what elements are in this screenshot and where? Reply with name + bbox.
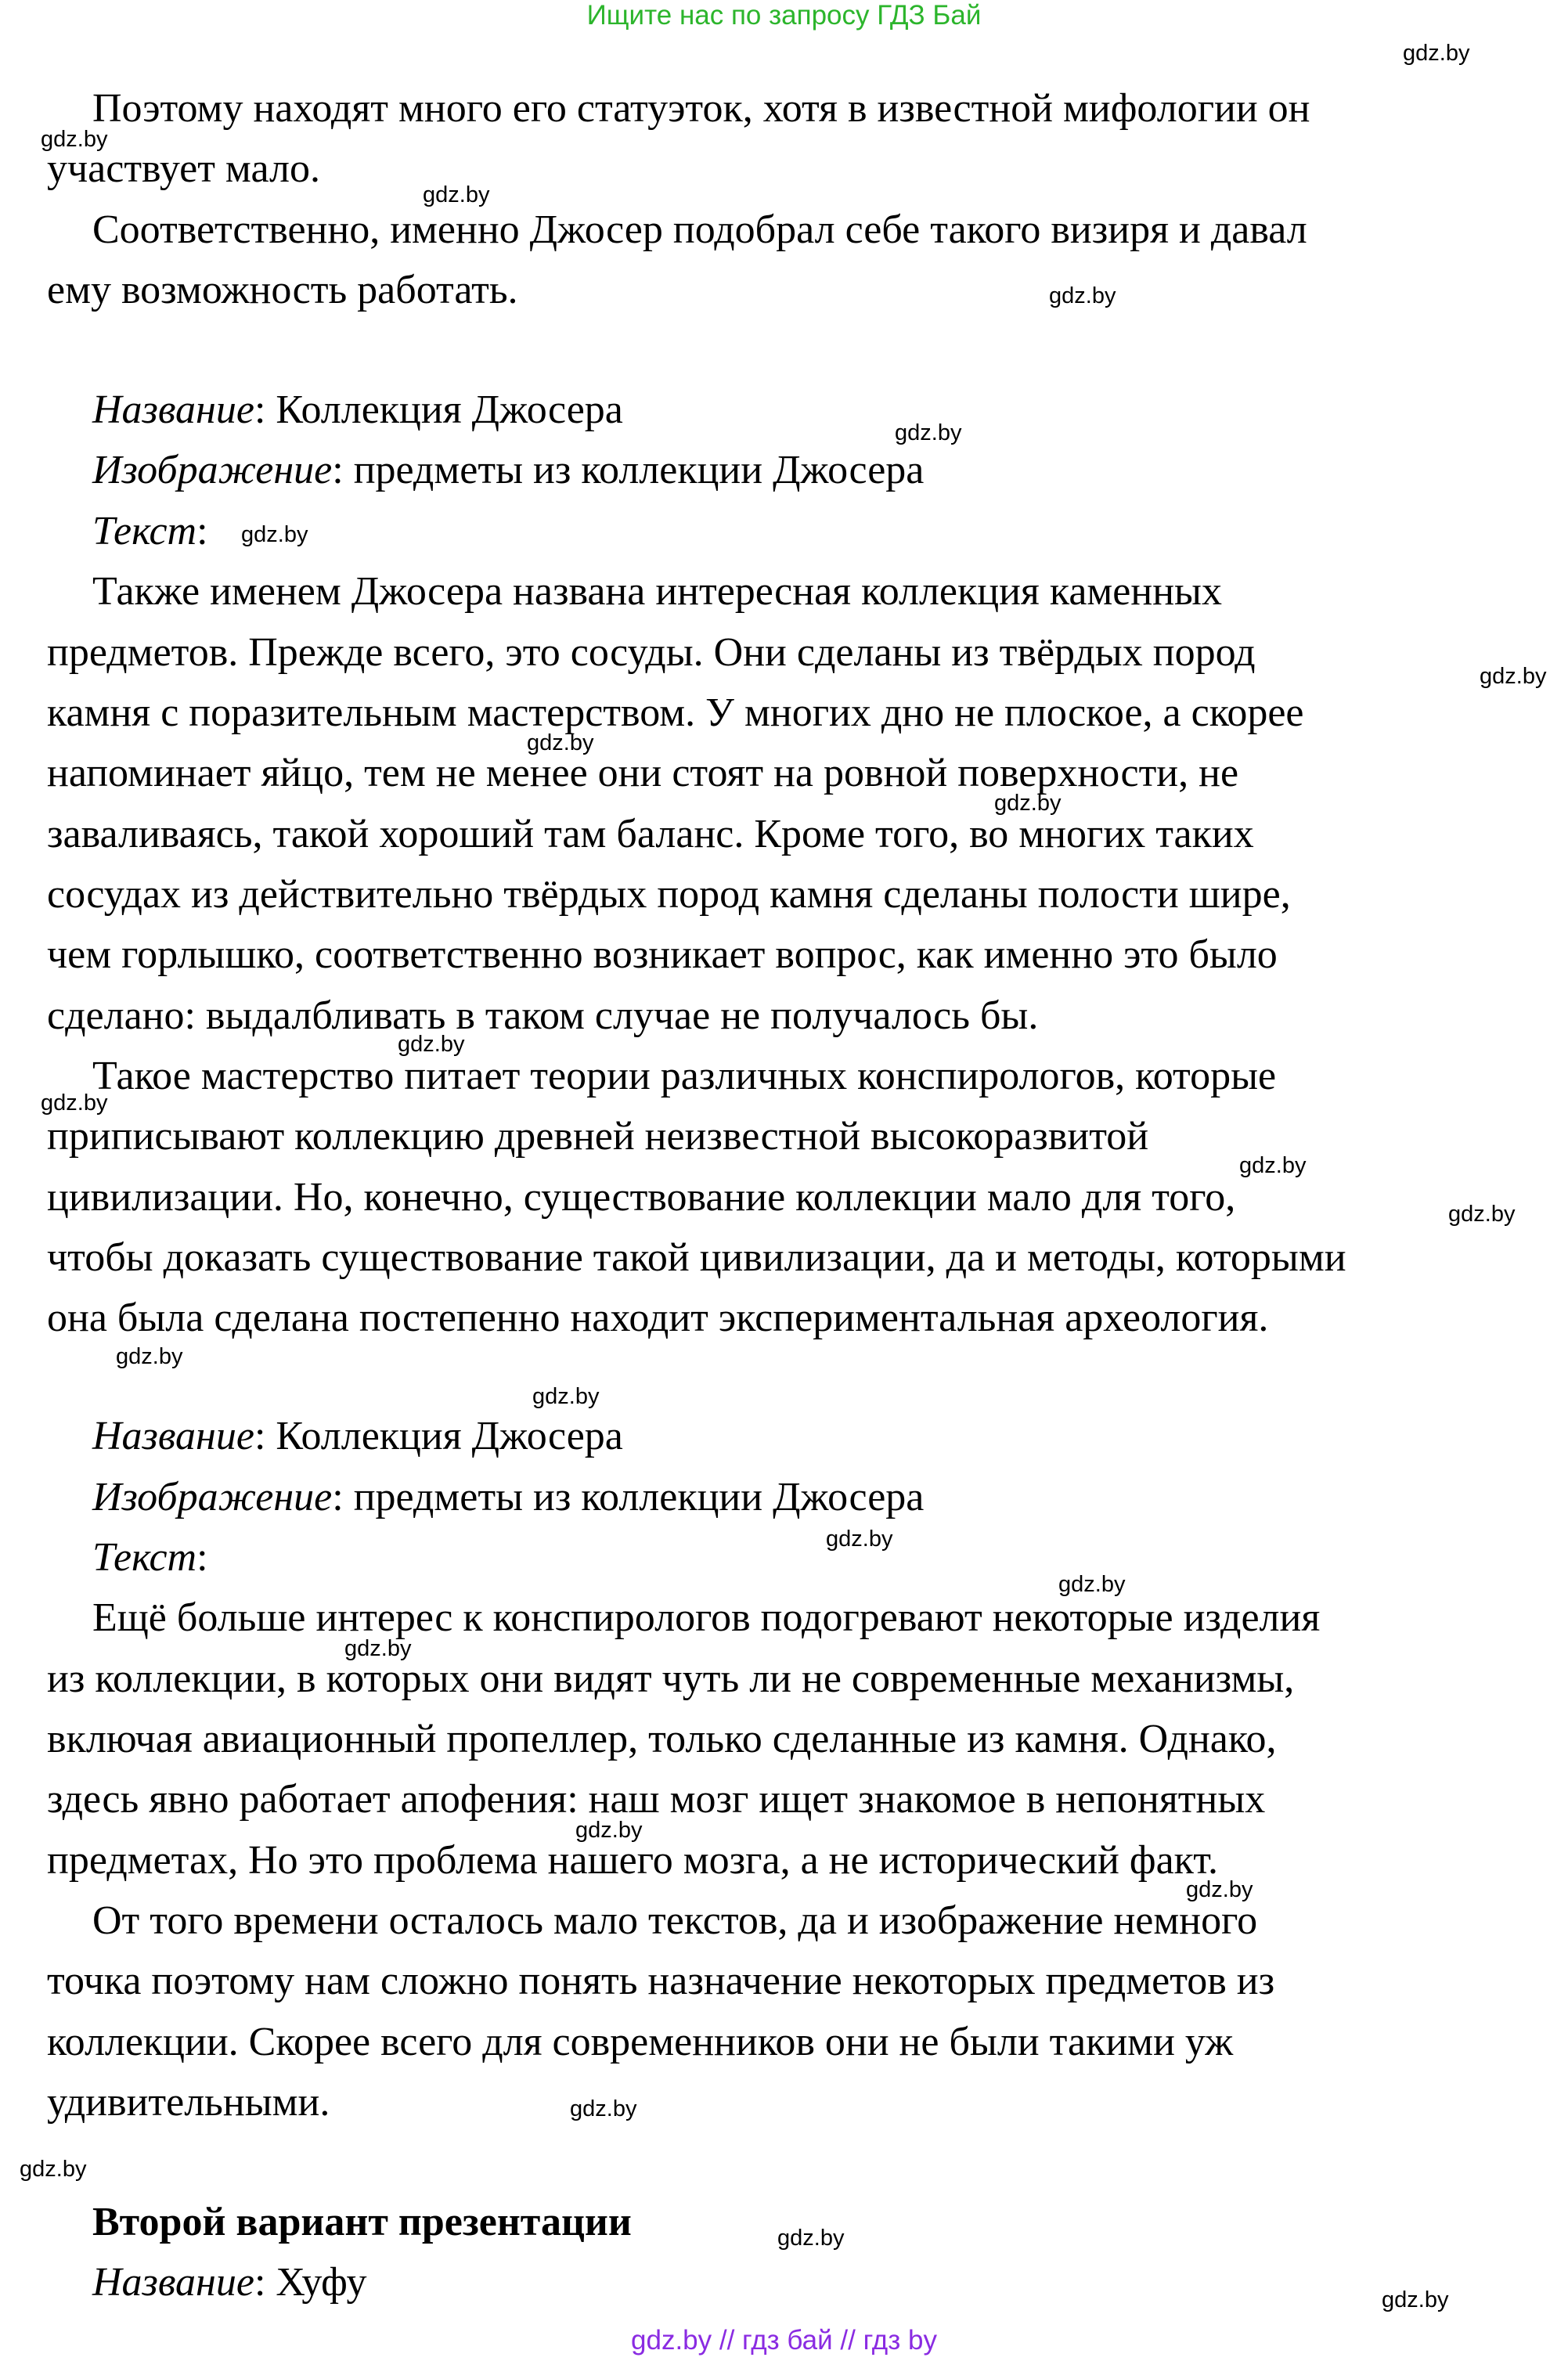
section-heading: Второй вариант презентации — [92, 2200, 632, 2244]
watermark: gdz.by — [1058, 1572, 1126, 1597]
watermark: gdz.by — [1480, 664, 1547, 689]
text-line: Соответственно, именно Джосер подобрал себе такого визиря и давал — [92, 207, 1307, 252]
watermark: gdz.by — [344, 1636, 412, 1661]
paragraph-line: Такое мастерство питает теории различных конспирологов, которые — [92, 1054, 1277, 1098]
name-value: : Коллекция Джосера — [254, 387, 623, 432]
slide1-text — [92, 501, 1568, 561]
watermark: gdz.by — [1448, 1202, 1516, 1227]
paragraph-line: включая авиационный пропеллер, только сделанные из камня. Однако, — [47, 1717, 1277, 1761]
image-label: Изображение — [92, 448, 333, 492]
slide1-name — [92, 380, 1568, 440]
name-value: : Коллекция Джосера — [254, 1414, 623, 1458]
paragraph-line: предметов. Прежде всего, это сосуды. Они сделаны из твёрдых пород — [47, 630, 1256, 675]
watermark: gdz.by — [570, 2096, 637, 2121]
slide2-image — [92, 1467, 1568, 1527]
watermark: gdz.by — [41, 127, 108, 152]
text-value: : — [196, 1535, 208, 1580]
name-label: Название — [92, 387, 254, 432]
watermark: gdz.by — [1403, 41, 1470, 66]
paragraph-line: цивилизации. Но, конечно, существование коллекции мало для того, — [47, 1175, 1236, 1220]
paragraph-line: Ещё больше интерес к конспирологов подогревают некоторые изделия — [92, 1595, 1321, 1640]
paragraph-line: сосудах из действительно твёрдых пород камня сделаны полости шире, — [47, 872, 1291, 917]
watermark: gdz.by — [532, 1384, 600, 1409]
paragraph-line: предметах, Но это проблема нашего мозга, а не исторический факт. — [47, 1838, 1219, 1883]
paragraph-line: удивительными. — [47, 2080, 330, 2125]
text-value: : — [196, 509, 208, 553]
image-label: Изображение — [92, 1475, 333, 1519]
text-label: Текст — [92, 509, 197, 553]
paragraph-line: заваливаясь, такой хороший там баланс. Кроме того, во многих таких — [47, 812, 1254, 856]
slide2-name — [92, 1406, 1568, 1466]
watermark: gdz.by — [994, 791, 1062, 816]
paragraph-line: точка поэтому нам сложно понять назначение некоторых предметов из — [47, 1959, 1275, 2003]
text-line: Поэтому находят много его статуэток, хотя в известной мифологии он — [92, 86, 1310, 131]
watermark: gdz.by — [1382, 2287, 1449, 2312]
paragraph-line: она была сделана постепенно находит экспериментальная археология. — [47, 1296, 1269, 1340]
paragraph-line: здесь явно работает апофения: наш мозг ищет знакомое в непонятных — [47, 1777, 1266, 1822]
name-value: : Хуфу — [254, 2260, 367, 2305]
watermark: gdz.by — [423, 182, 490, 207]
name-label: Название — [92, 2260, 254, 2305]
paragraph-line: из коллекции, в которых они видят чуть ли не современные механизмы, — [47, 1656, 1295, 1701]
paragraph-line: коллекции. Скорее всего для современников они не были такими уж — [47, 2020, 1234, 2064]
paragraph-line: чтобы доказать существование такой цивилизации, да и методы, которыми — [47, 1235, 1346, 1280]
paragraph-line: Также именем Джосера названа интересная коллекция каменных — [92, 569, 1222, 614]
watermark: gdz.by — [826, 1527, 893, 1552]
footer-links[interactable]: gdz.by // гдз бай // гдз by — [631, 2325, 937, 2356]
slide1-image — [92, 440, 1568, 500]
name-label: Название — [92, 1414, 254, 1458]
watermark: gdz.by — [41, 1090, 108, 1116]
paragraph-line: сделано: выдалбливать в таком случае не получалось бы. — [47, 993, 1039, 1038]
paragraph-line: камня с поразительным мастерством. У многих дно не плоское, а скорее — [47, 690, 1304, 735]
watermark: gdz.by — [1239, 1153, 1307, 1178]
text-line: ему возможность работать. — [47, 268, 518, 312]
paragraph-line: От того времени осталось мало текстов, да и изображение немного — [92, 1898, 1258, 1943]
paragraph-line: приписывают коллекцию древней неизвестной высокоразвитой — [47, 1114, 1149, 1159]
paragraph-line: напоминает яйцо, тем не менее они стоят на ровной поверхности, не — [47, 751, 1239, 795]
image-value: : предметы из коллекции Джосера — [332, 1475, 925, 1519]
watermark: gdz.by — [398, 1032, 465, 1057]
section-name — [92, 2252, 1568, 2312]
paragraph-line: чем горлышко, соответственно возникает вопрос, как именно это было — [47, 932, 1278, 977]
watermark: gdz.by — [895, 420, 962, 445]
watermark: gdz.by — [20, 2157, 87, 2182]
image-value: : предметы из коллекции Джосера — [332, 448, 925, 492]
text-line: участвует мало. — [47, 146, 320, 191]
text-label: Текст — [92, 1535, 197, 1580]
watermark: gdz.by — [116, 1344, 183, 1369]
watermark: gdz.by — [1049, 283, 1116, 308]
watermark: gdz.by — [575, 1818, 643, 1843]
watermark: gdz.by — [527, 730, 594, 755]
watermark: gdz.by — [241, 522, 308, 547]
watermark: gdz.by — [1186, 1877, 1253, 1902]
top-banner[interactable]: Ищите нас по запросу ГДЗ Бай — [586, 0, 982, 31]
watermark: gdz.by — [777, 2226, 845, 2251]
